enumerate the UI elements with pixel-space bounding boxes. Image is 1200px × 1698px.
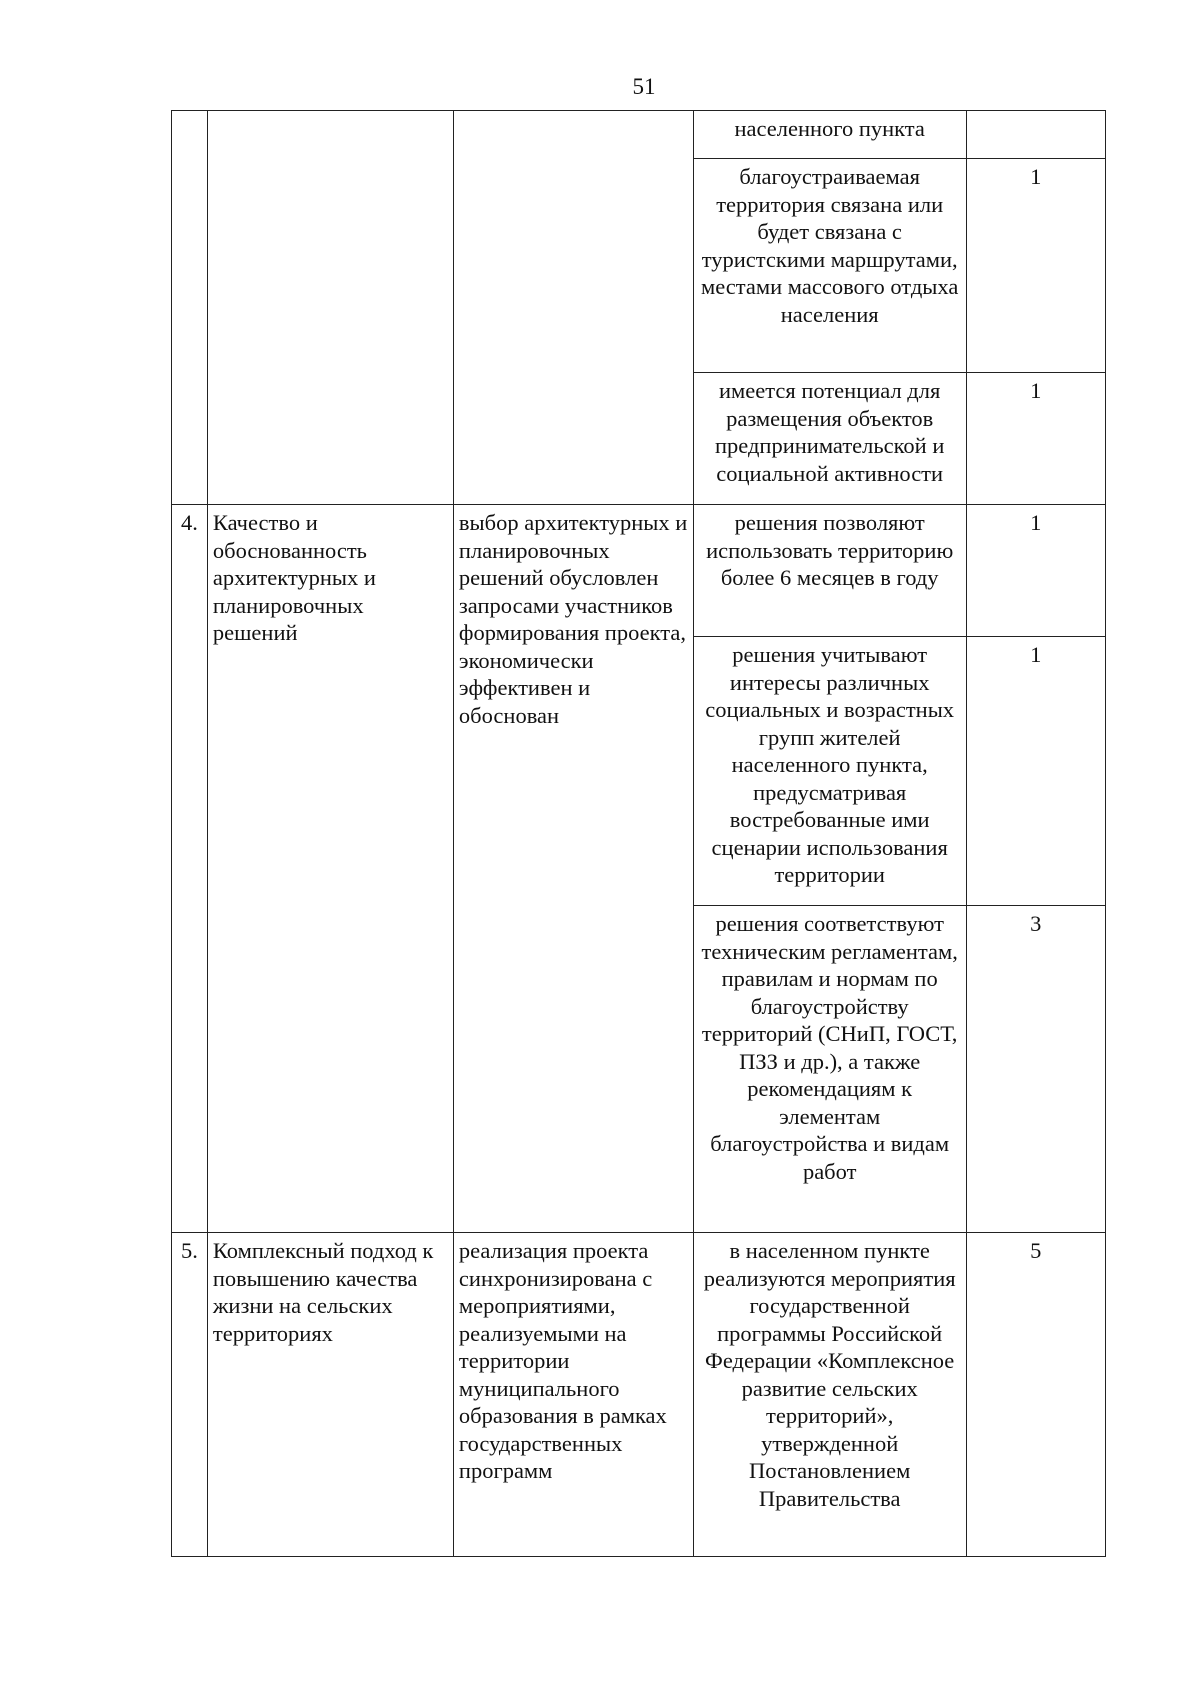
criterion-score — [966, 111, 1105, 159]
criterion-text: решения соответствуют техническим регламентам, правилам и нормам по благоустройству территорий (СНиП, ГОСТ, ПЗЗ и др.), а также рекомендациям к элементам благоустройства и видам работ — [693, 906, 966, 1233]
table-row — [172, 1233, 1106, 1557]
criterion-score: 1 — [966, 637, 1105, 906]
criterion-description: реализация проекта синхронизирована с мероприятиями, реализуемыми на территории муниципального образования в рамках государственных программ — [453, 1233, 693, 1557]
criterion-score: 3 — [966, 906, 1105, 1233]
criterion-text: решения учитывают интересы различных социальных и возрастных групп жителей населенного пункта, предусматривая востребованные ими сценарии использования территории — [693, 637, 966, 906]
criterion-text: имеется потенциал для размещения объектов предпринимательской и социальной активности — [693, 373, 966, 505]
criterion-name: Качество и обоснованность архитектурных и планировочных решений — [207, 505, 453, 1233]
criterion-text: благоустраиваемая территория связана или будет связана с туристскими маршрутами, местами массового отдыха населения — [693, 159, 966, 373]
criterion-name-cell — [207, 111, 453, 505]
row-number-cell — [172, 111, 208, 505]
criterion-name: Комплексный подход к повышению качества жизни на сельских территориях — [207, 1233, 453, 1557]
criterion-score: 1 — [966, 159, 1105, 373]
criterion-text: в населенном пункте реализуются мероприятия государственной программы Российской Федерации «Комплексное развитие сельских территорий», утвержденной Постановлением Правительства — [693, 1233, 966, 1557]
table-row — [172, 505, 1106, 637]
criterion-score: 1 — [966, 505, 1105, 637]
criterion-score: 5 — [966, 1233, 1105, 1557]
criterion-text: решения позволяют использовать территорию более 6 месяцев в году — [693, 505, 966, 637]
criterion-description-cell — [453, 111, 693, 505]
row-number: 5. — [172, 1233, 208, 1557]
row-number: 4. — [172, 505, 208, 1233]
criterion-description: выбор архитектурных и планировочных решений обусловлен запросами участников формирования проекта, экономически эффективен и обоснован — [453, 505, 693, 1233]
page-number: 51 — [632, 74, 656, 99]
criteria-table — [171, 110, 1106, 1557]
table-row — [172, 111, 1106, 159]
criterion-score: 1 — [966, 373, 1105, 505]
criterion-text: населенного пункта — [693, 111, 966, 159]
